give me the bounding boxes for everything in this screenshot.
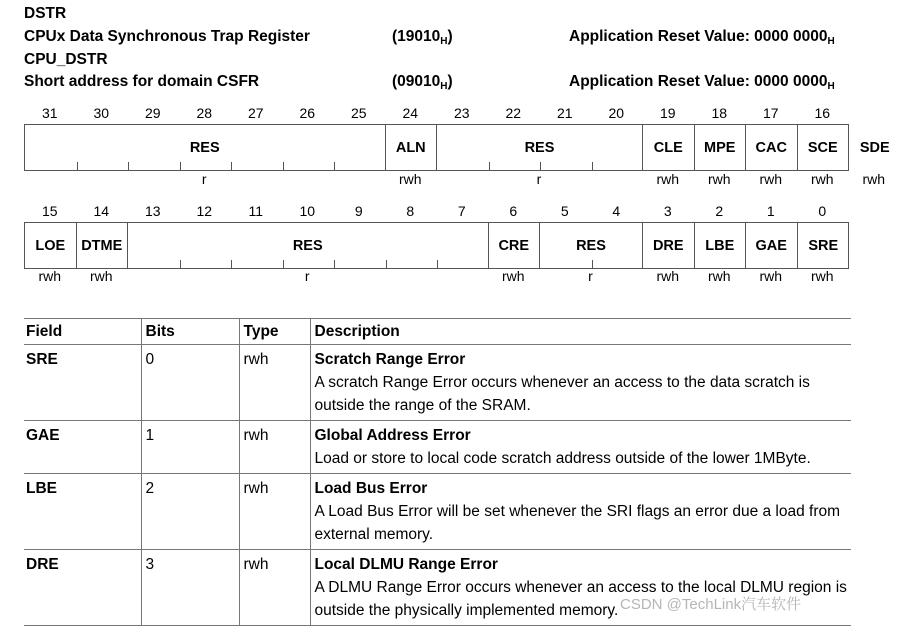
bit-number: 25 [350, 105, 367, 121]
header-field: Field [24, 319, 141, 345]
table-row [24, 345, 851, 421]
bit-number: 6 [509, 203, 518, 219]
register-field-res: RES [437, 125, 643, 170]
field-access: r [201, 171, 207, 187]
register-field-gae: GAE [746, 223, 798, 268]
bit-number: 13 [144, 203, 161, 219]
bit-tick [180, 260, 181, 268]
row-field: LBE [24, 474, 141, 550]
bit-tick [592, 162, 593, 170]
register-box [24, 222, 849, 269]
field-access: rwh [89, 268, 113, 284]
bit-number: 7 [457, 203, 466, 219]
bit-tick [283, 260, 284, 268]
register-field-cle: CLE [643, 125, 695, 170]
bit-tick [180, 162, 181, 170]
field-access: rwh [38, 268, 62, 284]
bit-number: 15 [41, 203, 58, 219]
row-bits: 2 [141, 474, 239, 550]
field-access: rwh [656, 268, 680, 284]
field-access: rwh [810, 268, 834, 284]
bit-number: 16 [814, 105, 831, 121]
row-type: rwh [239, 474, 310, 550]
alias-name: CPU_DSTR [24, 51, 108, 68]
field-access: rwh [759, 171, 783, 187]
field-access: r [536, 171, 542, 187]
reset-value: Application Reset Value: 0000 $0000_H$ [569, 28, 835, 47]
bit-number: 4 [612, 203, 621, 219]
field-access: r [588, 268, 593, 284]
register-field-res: RES [128, 223, 489, 268]
register-name: DSTR [24, 5, 67, 22]
field-access: rwh [862, 171, 886, 187]
register-field-cac: CAC [746, 125, 798, 170]
bit-tick [489, 162, 490, 170]
bit-number: 20 [608, 105, 625, 121]
row-field: GAE [24, 421, 141, 474]
watermark: CSDN @TechLink汽车软件 [620, 596, 802, 613]
table-row [24, 474, 851, 550]
register-field-res: RES [25, 125, 386, 170]
row-bits: 0 [141, 345, 239, 421]
bit-number: 29 [144, 105, 161, 121]
register-field-lbe: LBE [695, 223, 747, 268]
row-description [310, 421, 851, 474]
bit-tick [231, 260, 232, 268]
field-access: rwh [707, 268, 731, 284]
bit-number: 10 [299, 203, 316, 219]
field-access: rwh [501, 268, 525, 284]
row-bits: 1 [141, 421, 239, 474]
row-description-text: A scratch Range Error occurs whenever an access to the data scratch is outside the range of the SRAM. [314, 374, 810, 414]
row-description-text: A DLMU Range Error occurs whenever an access to the local DLMU region is outside the physically implemented memory. [314, 579, 847, 619]
bit-number: 0 [818, 203, 827, 219]
bit-number: 30 [93, 105, 110, 121]
register-field-res: RES [540, 223, 643, 268]
row-description [310, 345, 851, 421]
bit-number: 23 [453, 105, 470, 121]
row-field: DRE [24, 550, 141, 626]
row-description-title: Load Bus Error [314, 480, 428, 497]
row-description-text: Load or store to local code scratch address outside of the lower 1MByte. [314, 450, 811, 467]
field-access: rwh [707, 171, 731, 187]
table-header-row [24, 319, 851, 345]
row-type: rwh [239, 550, 310, 626]
register-address: $(19010_H)$ [392, 28, 453, 47]
bit-tick [437, 260, 438, 268]
alias-description: Short address for domain CSFR [24, 73, 260, 90]
row-description-title: Global Address Error [314, 427, 471, 444]
bit-number: 5 [560, 203, 569, 219]
field-access: rwh [810, 171, 834, 187]
bit-number: 3 [663, 203, 672, 219]
bit-tick [283, 162, 284, 170]
bit-number: 17 [762, 105, 779, 121]
bit-number: 27 [247, 105, 264, 121]
table-row [24, 421, 851, 474]
header-bits: Bits [141, 319, 239, 345]
register-field-cre: CRE [489, 223, 541, 268]
row-description-title: Scratch Range Error [314, 351, 466, 368]
register-field-aln: ALN [386, 125, 438, 170]
row-field: SRE [24, 345, 141, 421]
register-box [24, 124, 890, 171]
register-field-loe: LOE [25, 223, 77, 268]
bit-number: 2 [715, 203, 724, 219]
bit-number: 22 [505, 105, 522, 121]
register-field-dre: DRE [643, 223, 695, 268]
row-type: rwh [239, 421, 310, 474]
bit-number: 18 [711, 105, 728, 121]
register-field-sde: SDE [859, 139, 890, 156]
bit-number: 8 [406, 203, 415, 219]
bit-tick [231, 162, 232, 170]
table-row [24, 550, 851, 626]
bit-tick [77, 162, 78, 170]
bit-tick [334, 260, 335, 268]
bit-number: 12 [196, 203, 213, 219]
bit-tick [334, 162, 335, 170]
bit-number: 24 [402, 105, 419, 121]
bit-tick [540, 162, 541, 170]
bit-number: 28 [196, 105, 213, 121]
header-type: Type [239, 319, 310, 345]
row-type: rwh [239, 345, 310, 421]
register-field-mpe: MPE [695, 125, 747, 170]
bit-tick [386, 260, 387, 268]
bit-tick [592, 260, 593, 268]
field-access: rwh [656, 171, 680, 187]
bit-number: 14 [93, 203, 110, 219]
bit-number: 9 [354, 203, 363, 219]
row-description [310, 550, 851, 626]
row-description-title: Local DLMU Range Error [314, 556, 498, 573]
row-description-text: A Load Bus Error will be set whenever the SRI flags an error due a load from external memory. [314, 503, 841, 543]
bit-number: 11 [248, 203, 264, 219]
register-field-dtme: DTME [77, 223, 129, 268]
row-bits: 3 [141, 550, 239, 626]
alias-reset-value: Application Reset Value: 0000 $0000_H$ [569, 73, 835, 92]
field-table [24, 318, 851, 626]
alias-address: $(09010_H)$ [392, 73, 453, 92]
bit-number: 1 [766, 203, 775, 219]
header-description: Description [310, 319, 851, 345]
bit-number: 21 [556, 105, 573, 121]
bit-tick [128, 162, 129, 170]
field-access: rwh [398, 171, 422, 187]
field-access: rwh [759, 268, 783, 284]
bit-number: 31 [41, 105, 58, 121]
row-description [310, 474, 851, 550]
register-description: CPUx Data Synchronous Trap Register [24, 28, 310, 45]
bit-number: 26 [299, 105, 316, 121]
bit-number: 19 [659, 105, 676, 121]
register-field-sce: SCE [798, 125, 850, 170]
register-field-sre: SRE [808, 237, 839, 254]
field-access: r [304, 268, 310, 284]
